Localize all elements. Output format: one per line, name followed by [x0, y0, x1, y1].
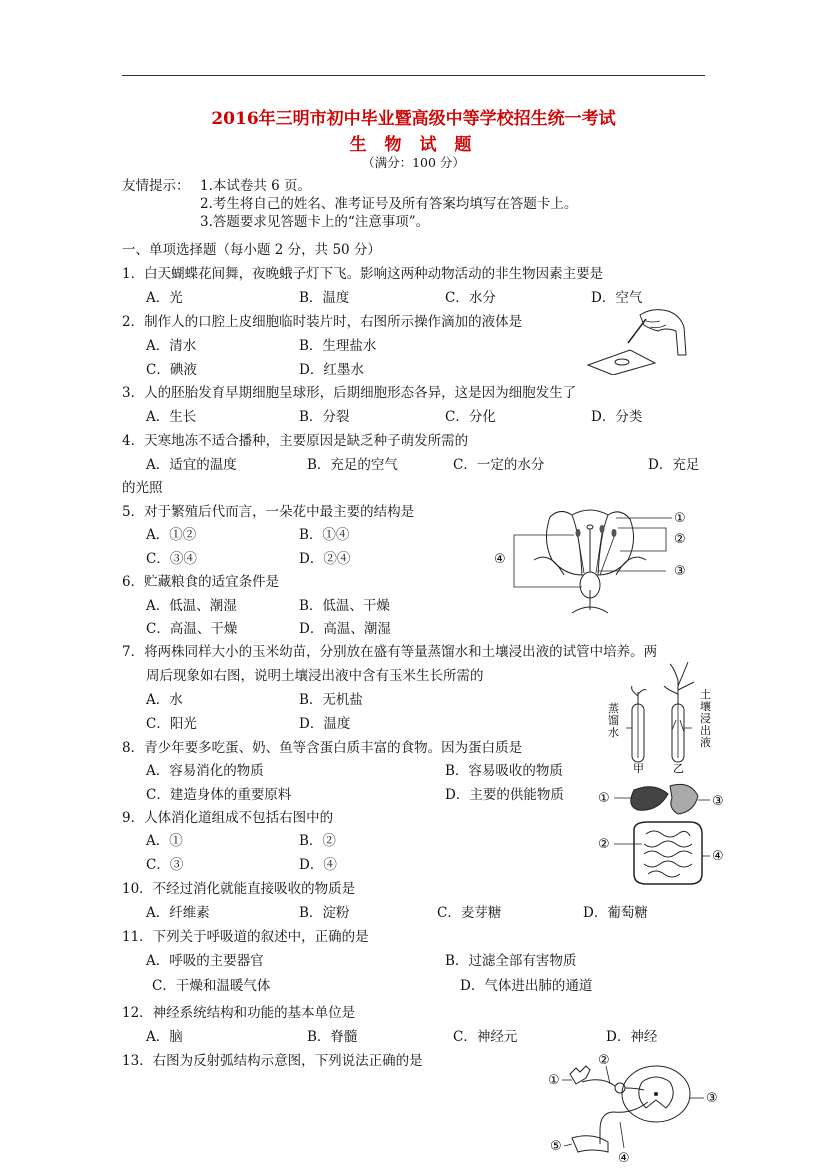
label: ①	[674, 511, 686, 526]
option-a: A．低温、潮湿	[146, 598, 237, 614]
central-canal	[654, 1092, 658, 1096]
option-d: D．空气	[591, 290, 643, 306]
option-c: C．麦芽糖	[437, 905, 502, 921]
large-intestine	[634, 822, 702, 884]
option-c: C．神经元	[453, 1029, 518, 1045]
tips-label: 友情提示：	[122, 178, 190, 194]
stomach	[670, 784, 698, 814]
option-d: D．温度	[299, 716, 351, 732]
option-d: D．红墨水	[299, 362, 364, 378]
option-d: D．神经	[606, 1029, 658, 1045]
label: ③	[674, 564, 686, 579]
seedling-roots	[672, 704, 684, 758]
question-stem: 5．对于繁殖后代而言，一朵花中最主要的结构是	[122, 504, 415, 520]
test-tube-figure	[600, 660, 720, 775]
label: ①	[598, 791, 610, 806]
bracket-left	[514, 535, 518, 587]
question-stem: 4．天寒地冻不适合播种，主要原因是缺乏种子萌发所需的	[122, 433, 469, 449]
option-b: B．①④	[299, 527, 350, 543]
option-a: A．生长	[146, 409, 197, 425]
leader-line	[564, 1144, 572, 1146]
option-b: B．淀粉	[299, 905, 350, 921]
option-d: D．高温、潮湿	[299, 621, 391, 637]
header-rule	[122, 75, 705, 76]
filament	[600, 537, 614, 575]
question-stem: 1．白天蝴蝶花间舞，夜晚蛾子灯下飞。影响这两种动物活动的非生物因素主要是	[122, 266, 604, 282]
option-d-continued: 的光照	[122, 480, 163, 496]
option-d: D．气体进出肺的通道	[460, 978, 593, 994]
tip-item: 2.考生将自己的姓名、准考证号及所有答案均填写在答题卡上。	[200, 196, 578, 212]
anther	[612, 529, 617, 537]
option-c: C．③④	[146, 551, 197, 567]
option-a: A．光	[146, 290, 183, 306]
label: ②	[598, 837, 610, 852]
question-stem: 11．下列关于呼吸道的叙述中，正确的是	[122, 929, 369, 945]
option-b: B．②	[299, 833, 336, 849]
tube-right-label: 土壤浸出液	[700, 688, 711, 749]
section-title: 一、单项选择题（每小题 2 分，共 50 分）	[122, 242, 381, 258]
option-a: A．适宜的温度	[146, 457, 237, 473]
petal-top	[572, 510, 608, 515]
stigma	[587, 525, 593, 529]
small-intestine	[644, 831, 692, 877]
flower-stem	[572, 590, 608, 613]
filament	[578, 537, 584, 573]
seedling-large	[664, 662, 694, 704]
option-b: B．脊髓	[307, 1029, 358, 1045]
afferent-nerve	[582, 1080, 644, 1090]
slide-dropper-figure	[580, 305, 690, 375]
option-a: A．①	[146, 833, 183, 849]
question-stem: 2．制作人的口腔上皮细胞临时装片时，右图所示操作滴加的液体是	[122, 314, 523, 330]
option-c: C．③	[146, 857, 184, 873]
option-a: A．①②	[146, 527, 197, 543]
label: ④	[712, 849, 724, 864]
bracket	[660, 528, 666, 551]
petal-left	[546, 511, 582, 575]
efferent-nerve	[600, 1102, 648, 1144]
liver	[631, 787, 668, 810]
question-stem: 7．将两株同样大小的玉米幼苗，分别放在盛有等量蒸馏水和土壤浸出液的试管中培养。两	[122, 644, 658, 660]
question-stem: 13．右图为反射弧结构示意图，下列说法正确的是	[122, 1053, 423, 1069]
option-c: C．干燥和温暖气体	[152, 978, 271, 994]
label: ③	[712, 794, 724, 809]
option-c: C．碘液	[146, 362, 197, 378]
tube-right-name: 乙	[673, 762, 684, 775]
option-d: D．葡萄糖	[583, 905, 648, 921]
option-d: D．②④	[299, 551, 351, 567]
option-b: B．温度	[299, 290, 350, 306]
option-b: B．低温、干燥	[299, 598, 390, 614]
label: ③	[706, 1091, 718, 1106]
option-b: B．分裂	[299, 409, 350, 425]
question-stem: 10．不经过消化就能直接吸收的物质是	[122, 881, 356, 897]
ganglion	[615, 1083, 625, 1093]
seedling-small	[632, 686, 646, 704]
question-stem: 8．青少年要多吃蛋、奶、鱼等含蛋白质丰富的食物。因为蛋白质是	[122, 740, 523, 756]
option-a: A．容易消化的物质	[146, 763, 264, 779]
skin-receptor	[570, 1066, 590, 1084]
digestive-figure	[594, 778, 729, 893]
label: ④	[494, 552, 506, 567]
option-a: A．呼吸的主要器官	[146, 953, 264, 969]
anther	[600, 525, 605, 533]
label: ①	[548, 1073, 560, 1088]
tip-item: 3.答题要求见答题卡上的“注意事项”。	[200, 214, 430, 230]
question-stem: 12．神经系统结构和功能的基本单位是	[122, 1005, 356, 1021]
option-c: C．阳光	[146, 716, 197, 732]
option-c: C．高温、干燥	[146, 621, 238, 637]
option-d: D．④	[299, 857, 337, 873]
label: ②	[674, 532, 686, 547]
reflex-arc-figure	[548, 1052, 723, 1164]
option-a: A．清水	[146, 338, 197, 354]
exam-title: 2016年三明市初中毕业暨高级中等学校招生统一考试	[211, 109, 616, 129]
question-stem: 6．贮藏粮食的适宜条件是	[122, 574, 280, 590]
option-c: C．建造身体的重要原料	[146, 787, 292, 803]
filament	[596, 533, 602, 573]
option-a: A．水	[146, 692, 183, 708]
question-stem: 3．人的胚胎发育早期细胞呈球形，后期细胞形态各异，这是因为细胞发生了	[122, 385, 577, 401]
option-a: A．脑	[146, 1029, 183, 1045]
label: ④	[618, 1151, 630, 1164]
tip-item: 1.本试卷共 6 页。	[200, 178, 312, 194]
label: ②	[598, 1053, 610, 1068]
option-d: D．分类	[591, 409, 643, 425]
option-b: B．容易吸收的物质	[445, 763, 563, 779]
fingers	[646, 321, 666, 328]
option-c: C．水分	[445, 290, 496, 306]
option-d: D．充足	[648, 457, 700, 473]
option-d: D．主要的供能物质	[445, 787, 564, 803]
glass-slide	[588, 350, 655, 375]
score-note: （满分：100 分）	[362, 155, 465, 170]
anther	[576, 529, 581, 537]
hand	[640, 310, 686, 355]
leader-line	[620, 1122, 624, 1148]
question-stem: 9．人体消化道组成不包括右图中的	[122, 810, 334, 826]
label: ⑤	[550, 1139, 562, 1154]
flower-figure	[490, 505, 700, 615]
option-c: C．分化	[445, 409, 496, 425]
option-c: C．一定的水分	[453, 457, 545, 473]
tube-left-name: 甲	[633, 762, 644, 775]
option-b: B．充足的空气	[307, 457, 398, 473]
tube-left-label: 蒸馏水	[608, 702, 619, 739]
option-a: A．纤维素	[146, 905, 210, 921]
option-b: B．生理盐水	[299, 338, 377, 354]
drop	[615, 359, 629, 365]
exam-subtitle: 生 物 试 题	[349, 135, 478, 155]
question-stem-cont: 周后现象如右图，说明土壤浸出液中含有玉米生长所需的	[146, 668, 484, 684]
muscle-effector	[572, 1136, 608, 1152]
option-b: B．无机盐	[299, 692, 363, 708]
option-b: B．过滤全部有害物质	[445, 953, 577, 969]
